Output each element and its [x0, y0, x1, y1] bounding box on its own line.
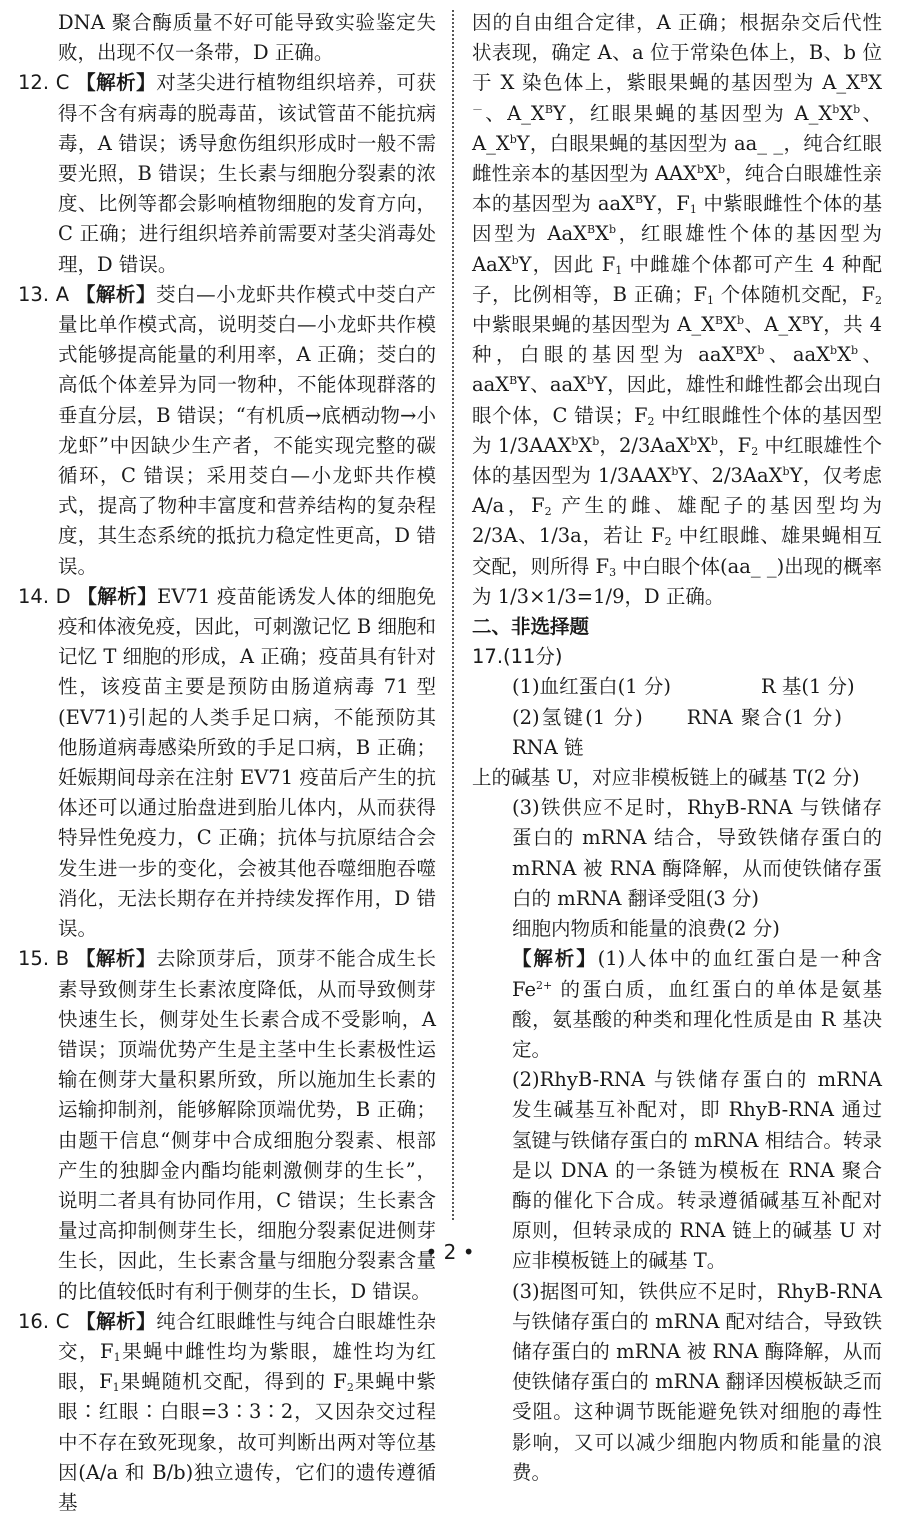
subscript: 2 — [875, 293, 883, 307]
superscript: B — [801, 314, 811, 328]
answer-16-text: Y，共 4 种，白眼的基因型为 aaX — [472, 313, 882, 367]
subscript: 1 — [689, 203, 697, 217]
answer-16-text: 因的自由组合定律，A 正确；根据杂交后代性状表现，确定 A、a 位于常染色体上，B、b 位于 X 染色体上，紫眼果蝇的基因型为 A_X — [472, 11, 882, 95]
answer-13-tag: 【解析】 — [75, 282, 156, 306]
answer-16-continuation — [472, 8, 882, 612]
answer-17-2b: RNA 聚合(1 分) — [686, 705, 842, 729]
answer-17-head — [472, 642, 882, 672]
answer-16-text: Y，因此 F — [518, 252, 616, 276]
answer-12 — [18, 68, 436, 279]
subscript: 2 — [544, 505, 552, 519]
superscript: B — [509, 374, 518, 388]
answer-16-text: 中雌雄个体都可产生 4 种配子，比例相等，B 正确；F — [472, 252, 882, 306]
answer-16-text: 中紫眼果蝇的基因型为 A_X — [472, 313, 715, 337]
answer-11-continuation: DNA 聚合酶质量不好可能导致实验鉴定失败，出现不仅一条带，D 正确。 — [58, 11, 436, 65]
answer-13-number: 13. A — [18, 282, 70, 306]
answer-16-text: ，红眼雄性个体的基因型为 AaX — [472, 222, 882, 276]
answer-16-text: Y，F — [643, 192, 690, 216]
answer-16-text: 产生的雌、雄配子的基因型均为 2/3A、1/3a，若让 F — [472, 494, 882, 548]
superscript: b — [782, 465, 790, 479]
answer-14-number: 14. D — [18, 584, 71, 608]
answer-15-tag: 【解析】 — [75, 947, 157, 971]
subscript: 2 — [647, 414, 655, 428]
answer-17-part2 — [472, 703, 882, 763]
answer-16-text: ，纯合白眼雄性亲本的基因型为 aaX — [472, 162, 882, 216]
answer-16-text: 果蝇中雌性均为紫眼，雄性均为红眼，F — [58, 1339, 436, 1394]
answer-16-text: 中红眼雌、雄果蝇相互交配，则所得 F — [472, 524, 882, 578]
answer-16-text: X — [595, 222, 609, 246]
answer-16-text: 中红眼雄性个体的基因型为 1/3AAX — [472, 433, 882, 488]
superscript: 2+ — [536, 978, 553, 992]
answer-16-text: X — [578, 433, 593, 457]
superscript: b — [571, 434, 579, 448]
answer-17-1b: R 基(1 分) — [760, 675, 855, 699]
answer-16-text: 中紫眼雌性个体的基因型为 AaX — [472, 192, 883, 246]
answer-16-text: X — [723, 313, 737, 337]
subscript: 1 — [112, 1381, 120, 1395]
answer-17-number: 17.(11分) — [472, 645, 563, 669]
superscript: B — [735, 344, 744, 358]
answer-14-tag: 【解析】 — [77, 584, 158, 608]
answer-17-part1 — [472, 672, 882, 702]
superscript: b — [592, 434, 600, 448]
answer-16-text: Y，红眼果蝇的基因型为 A_X — [552, 101, 833, 125]
section-title: 二、非选择题 — [472, 615, 590, 639]
superscript: b — [587, 374, 595, 388]
answer-16-text: 纯合红眼雌性与纯合白眼雄性杂交，F — [58, 1309, 436, 1363]
answer-16-text: Y，因此，雄性和雌性都会出现白眼个体，C 错误；F — [472, 373, 883, 427]
superscript: B — [714, 314, 724, 328]
answer-16-text: 、aaX — [472, 343, 882, 397]
subscript: 1 — [707, 293, 715, 307]
superscript: b — [710, 434, 718, 448]
answer-13 — [18, 280, 436, 582]
answer-16-text: Y，白眼果蝇的基因型为 aa_ _，纯合红眼雌性亲本的基因型为 AAX — [472, 131, 882, 186]
superscript: b — [608, 223, 616, 237]
superscript: b — [850, 344, 859, 358]
answer-16-text: X — [837, 343, 851, 367]
answer-16-text: 、A_X — [483, 101, 545, 125]
subscript: 2 — [664, 535, 672, 549]
answer-17-1a: (1)血红蛋白(1 分) — [512, 675, 671, 699]
left-column — [18, 8, 436, 1518]
answer-12-number: 12. C — [18, 71, 70, 95]
subscript: 1 — [113, 1350, 121, 1364]
answer-17-2c: RNA 链 — [512, 735, 584, 759]
answer-17-2a: (2)氢键(1 分) — [512, 705, 643, 729]
answer-16-text: X — [868, 71, 882, 95]
page-number: • 2 • — [425, 1240, 475, 1264]
answer-13-text: 茭白—小龙虾共作模式中茭白产量比单作模式高，说明茭白—小龙虾共作模式能够提高能量的利用率，A 正确；茭白的高低个体差异为同一物种，不能体现群落的垂直分层，B 错误；“有机质→底栖动物→小龙虾”中因缺少生产者，不能实现完整的碳循环，C 错误；采用茭白—小龙虾共作模式，提高了物种丰富度和营养结构的复杂程度，其生态系统的抵抗力稳定性更高，D 错误。 — [58, 282, 436, 578]
answer-16-text: 个体随机交配，F — [714, 282, 876, 306]
superscript: b — [511, 253, 519, 267]
column-divider — [452, 10, 454, 1220]
answer-17-part2-cont: 上的碱基 U，对应非模板链上的碱基 T(2 分) — [472, 766, 860, 790]
superscript: b — [697, 163, 705, 177]
answer-16-text: 果蝇随机交配，得到的 F — [119, 1370, 347, 1394]
superscript: － — [472, 102, 483, 116]
answer-16-text: X — [743, 343, 758, 367]
superscript: b — [832, 102, 840, 116]
superscript: b — [757, 344, 765, 358]
answer-16-text: X — [697, 433, 711, 457]
answer-16-text: 、A_X — [472, 101, 882, 155]
answer-15-text: 去除顶芽后，顶芽不能合成生长素导致侧芽生长素浓度降低，从而导致侧芽快速生长，侧芽处生长素合成不受影响，A 错误；顶端优势产生是主茎中生长素极性运输在侧芽大量积累所致，所以施加生长素的运输抑制剂，能够解除顶端优势，B 正确；由题干信息“侧芽中合成细胞分裂素、根部产生的独脚金内酯均能刺激侧芽的生长”，说明二者具有协同作用，C 错误；生长素含量过高抑制侧芽生长，细胞分裂素促进侧芽生长，因此，生长素含量与细胞分裂素含量的比值较低时有利于侧芽的生长，D 错误。 — [58, 947, 436, 1303]
answer-16-text: 、A_X — [744, 313, 802, 337]
answer-16-number: 16. C — [18, 1309, 70, 1333]
answer-16-text: X — [704, 162, 718, 186]
answer-16-text: 果蝇中紫眼∶红眼∶白眼=3∶3∶2，又因杂交过程中不存在致死现象，故可判断出两对等位基因(A/a 和 B/b)独立遗传，它们的遗传遵循基 — [58, 1370, 437, 1514]
superscript: b — [671, 465, 679, 479]
answer-15-number: 15. B — [18, 947, 70, 971]
answer-16-text: 、aaX — [764, 343, 831, 367]
subscript: 1 — [615, 263, 623, 277]
answer-16-text: Y、aaX — [517, 373, 588, 397]
answer-16-text: Y，仅考虑 A/a，F — [472, 464, 882, 518]
answer-17-part3-b: 细胞内物质和能量的浪费(2 分) — [512, 917, 780, 941]
answer-14-text: EV71 疫苗能诱发人体的细胞免疫和体液免疫，因此，可刺激记忆 B 细胞和记忆 T 细胞的形成，A 正确；疫苗具有针对性，该疫苗主要是预防由肠道病毒 71 型(EV71)引起的人类手足口病，不能预防其他肠道病毒感染所致的手足口病，B 正确；妊娠期间母亲在注射 EV71 疫苗后产生的抗体还可以通过胎盘进到胎儿体内，从而获得特异性免疫力，C 正确；抗体与抗原结合会发生进一步的变化，会被其他吞噬细胞吞噬消化，无法长期存在并持续发挥作用，D 错误。 — [58, 584, 436, 941]
answer-16-text: X — [839, 101, 854, 125]
superscript: B — [586, 223, 596, 237]
explanation-text: 的蛋白质，血红蛋白的单体是氨基酸，氨基酸的种类和理化性质是由 R 基决定。 — [512, 977, 882, 1061]
answer-16-tag: 【解析】 — [76, 1309, 157, 1333]
superscript: b — [717, 163, 725, 177]
superscript: B — [544, 102, 553, 116]
answer-16 — [18, 1307, 436, 1518]
superscript: b — [830, 344, 838, 358]
answer-17-part3: (3)铁供应不足时，RhyB-RNA 与铁储存蛋白的 mRNA 结合，导致铁储存蛋白的 mRNA 被 RNA 酶降解，从而使铁储存蛋白的 mRNA 翻译受阻(3 分) — [512, 796, 882, 910]
answer-12-text: 对茎尖进行植物组织培养，可获得不含有病毒的脱毒苗，该试管苗不能抗病毒，A 错误；诱导愈伤组织形成时一般不需要光照，B 错误；生长素与细胞分裂素的浓度、比例等都会影响植物细胞的发育方向，C 正确；进行组织培养前需要对茎尖消毒处理，D 错误。 — [58, 71, 436, 276]
superscript: B — [635, 193, 644, 207]
answer-16-text: Y、2/3AaX — [678, 464, 783, 488]
answer-17-explanation-2: (2)RhyB-RNA 与铁储存蛋白的 mRNA 发生碱基互补配对，即 RhyB-RNA 通过氢键与铁储存蛋白的 mRNA 相结合。转录是以 DNA 的一条链为模板在 RNA 聚合酶的催化下合成。转录遵循碱基互补配对原则，但转录成的 RNA 链上的碱基 U 对应非模板链上的碱基 T。 — [512, 1068, 882, 1273]
answer-17-explanation-1 — [472, 944, 882, 1065]
answer-12-tag: 【解析】 — [76, 71, 157, 95]
answer-16-text: 中红眼雌性个体的基因型为 1/3AAX — [472, 403, 882, 457]
superscript: B — [860, 72, 869, 86]
answer-16-text: 中白眼个体(aa_ _)出现的概率为 1/3×1/3=1/9，D 正确。 — [472, 554, 882, 608]
subscript: 3 — [609, 565, 617, 579]
superscript: b — [689, 434, 698, 448]
explanation-text: (1)人体中的血红蛋白是一种含 Fe — [512, 947, 882, 1001]
explanation-tag: 【解析】 — [512, 947, 598, 971]
subscript: 2 — [751, 444, 759, 458]
answer-14 — [18, 582, 436, 944]
answer-16-text: ，2/3AaX — [599, 433, 690, 457]
superscript: b — [736, 314, 744, 328]
subscript: 2 — [346, 1381, 354, 1395]
answer-16-text: ，F — [717, 433, 752, 457]
answer-17-explanation-3: (3)据图可知，铁供应不足时，RhyB-RNA 与铁储存蛋白的 mRNA 配对结合，导致铁储存蛋白的 mRNA 被 RNA 酶降解，从而使铁储存蛋白的 mRNA 翻译因模板缺乏而受阻。这种调节既能避免铁对细胞的毒性影响，又可以减少细胞内物质和能量的浪费。 — [512, 1279, 882, 1484]
right-column — [472, 8, 882, 1488]
superscript: b — [509, 132, 517, 146]
superscript: b — [853, 102, 861, 116]
